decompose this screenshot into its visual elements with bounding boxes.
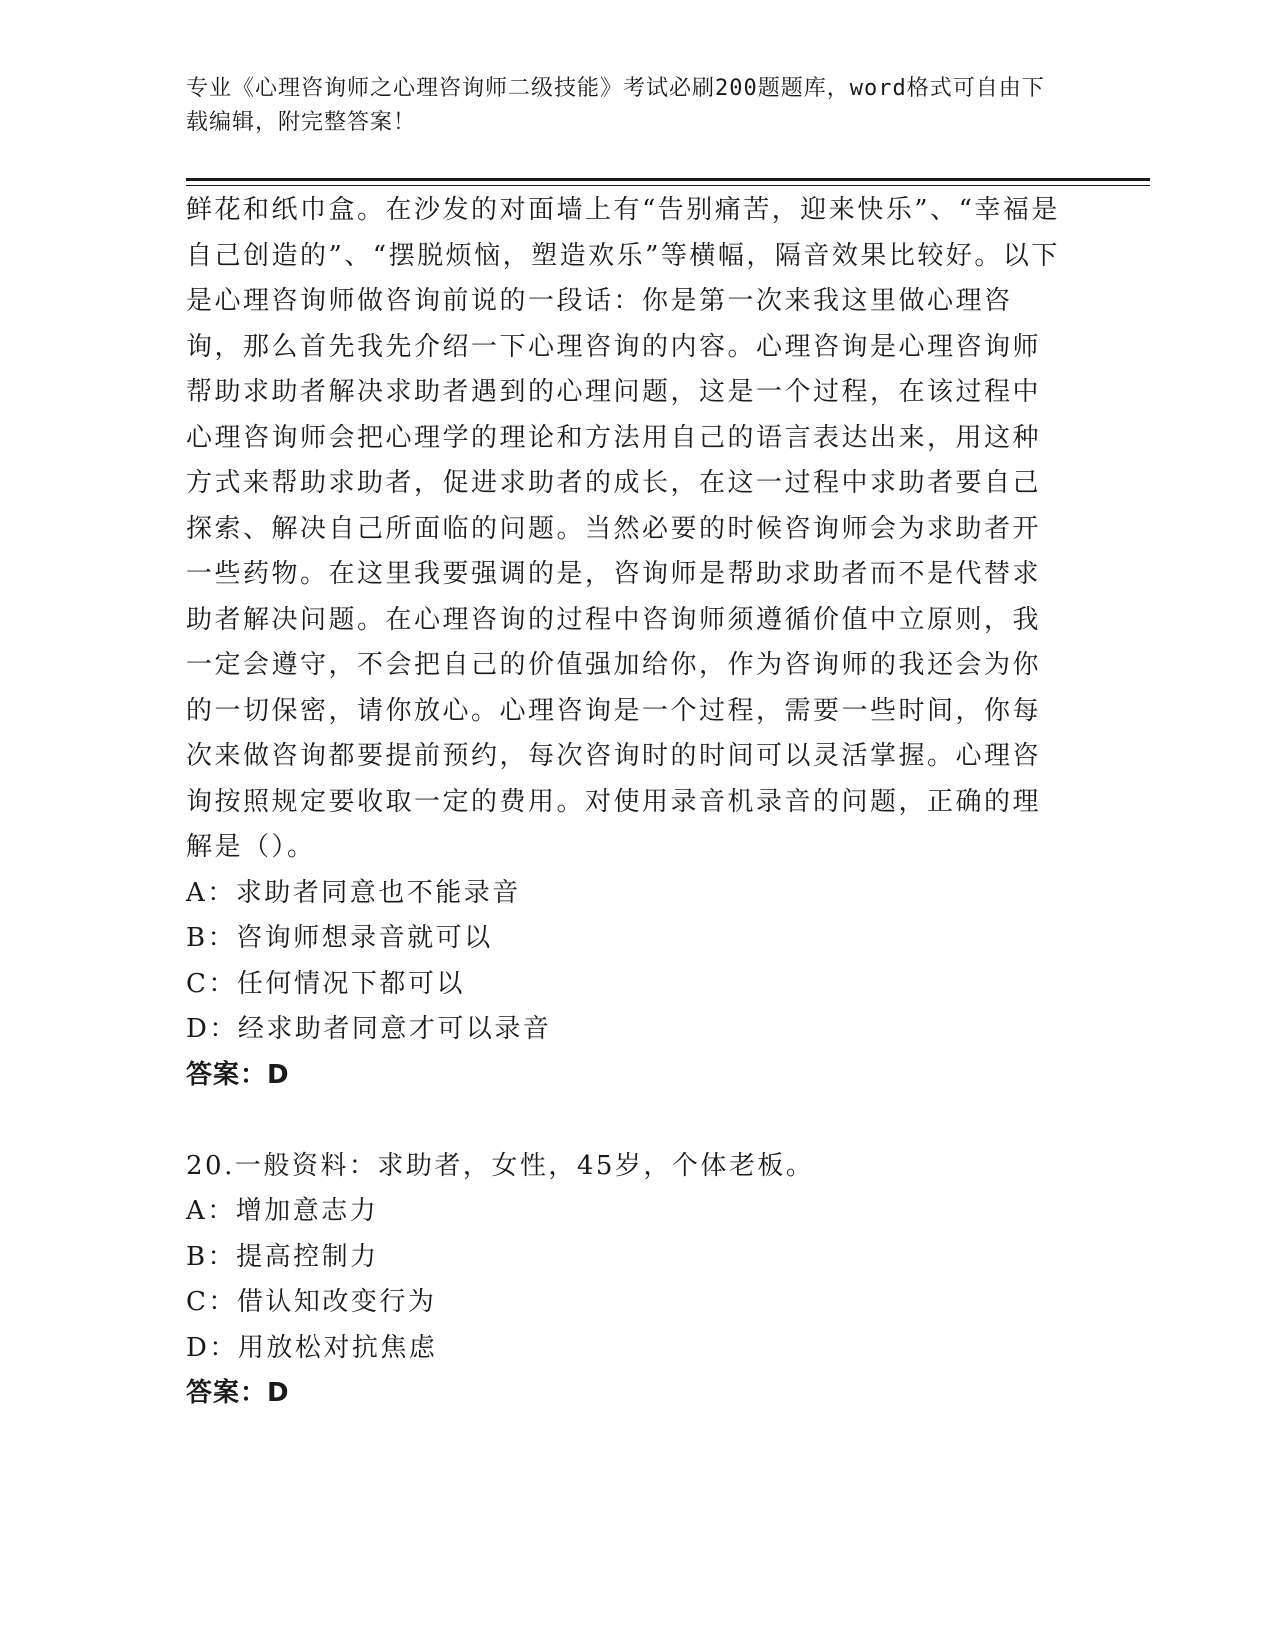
answer-label: 答案：D [186, 1059, 290, 1090]
question-stem: 鲜花和纸巾盒。在沙发的对面墙上有“告别痛苦，迎来快乐”、“幸福是自己创造的”、“摆脱烦恼，塑造欢乐”等横幅，隔音效果比较好。以下是心理咨询师做咨询前说的一段话：你是第一次来我这里做心理咨询，那么首先我先介绍一下心理咨询的内容。心理咨询是心理咨询师帮助求助者解决求助者遇到的心理问题，这是一个过程，在该过程中心理咨询师会把心理学的理论和方法用自己的语言表达出来，用这种方式来帮助求助者，促进求助者的成长，在这一过程中求助者要自己探索、解决自己所面临的问题。当然必要的时候咨询师会为求助者开一些药物。在这里我要强调的是，咨询师是帮助求助者而不是代替求助者解决问题。在心理咨询的过程中咨询师须遵循价值中立原则，我一定会遵守，不会把自己的价值强加给你，作为咨询师的我还会为你的一切保密，请你放心。心理咨询是一个过程，需要一些时间，你每次来做咨询都要提前预约，每次咨询时的时间可以灵活掌握。心理咨询按照规定要收取一定的费用。对使用录音机录音的问题，正确的理解是（）。 [186, 195, 1060, 862]
option-d: D：经求助者同意才可以录音 [186, 1014, 552, 1044]
page-header [186, 72, 1066, 140]
question-20 [186, 1144, 1066, 1417]
header-divider-thin [186, 185, 1150, 186]
option-a: A：增加意志力 [186, 1196, 379, 1226]
question-separator [186, 1098, 1066, 1144]
option-b: B：提高控制力 [186, 1241, 379, 1272]
answer-label: 答案：D [186, 1378, 290, 1408]
option-d: D：用放松对抗焦虑 [186, 1332, 438, 1363]
question-19 [186, 188, 1066, 1098]
document-body [186, 188, 1066, 1417]
header-divider [186, 178, 1150, 181]
option-b: B：咨询师想录音就可以 [186, 923, 493, 953]
option-c: C：借认知改变行为 [186, 1287, 437, 1317]
option-a: A：求助者同意也不能录音 [186, 877, 521, 908]
question-stem: 20.一般资料：求助者，女性，45岁，个体老板。 [186, 1150, 815, 1181]
option-c: C：任何情况下都可以 [186, 968, 465, 999]
document-title: 专业《心理咨询师之心理咨询师二级技能》考试必刷200题题库，word格式可自由下载编辑，附完整答案！ [186, 76, 1045, 135]
